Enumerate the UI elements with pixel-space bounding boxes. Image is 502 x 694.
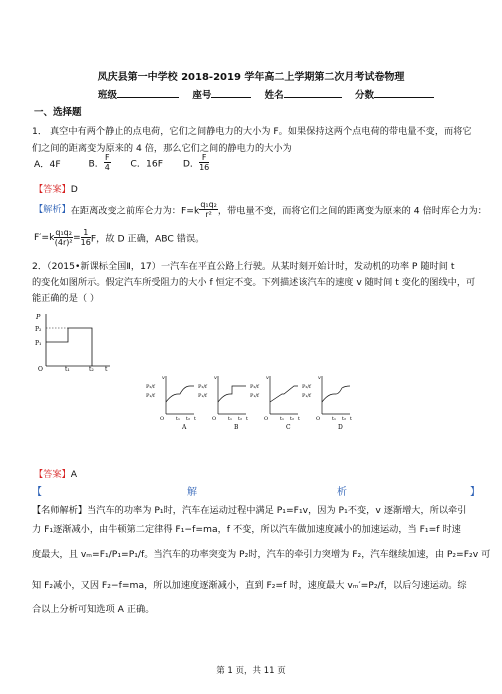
origin-label: O: [264, 416, 269, 422]
coulomb-frac-2: [54, 228, 73, 247]
choice-d-graph: [302, 375, 352, 430]
frac-den: r²: [205, 210, 212, 219]
answer-value: A: [70, 469, 78, 480]
power-time-graph: [32, 310, 112, 372]
p1-label: P₁: [35, 340, 42, 347]
score-label: 分数: [354, 90, 374, 101]
q2-explain-3: 度最大，且 vₘ=F₁/P₁=P₁/f。当汽车的功率突变为 P₂时，汽车的牵引力突增为 F₂，汽车继续加速，由 P₂=F₂v 可: [32, 549, 491, 560]
v-label: v: [162, 375, 165, 381]
q1-option-d-prefix: D．: [182, 158, 200, 170]
q1-answer: [34, 181, 78, 195]
v-label: v: [214, 375, 217, 381]
choice-label: A: [182, 424, 187, 430]
q1-option-b-frac: [104, 153, 111, 172]
t2-label: t₂: [290, 416, 295, 422]
q1-option-c: C．16F: [130, 158, 163, 170]
choice-graphs: [146, 372, 356, 430]
jie-char: 解: [187, 487, 197, 498]
t2-label: t₂: [186, 416, 191, 422]
document-title: 凤庆县第一中学校 2018-2019 学年高二上学期第二次月考试卷物理: [97, 72, 405, 83]
frac-den: (4r)²: [54, 238, 73, 247]
power-curve: [46, 328, 92, 366]
q1-text-1: 1． 真空中有两个静止的点电荷，它们之间静电力的大小为 F。如果保持这两个点电荷的带电量不变，而将它: [32, 126, 472, 137]
t1-label: t₁: [228, 416, 233, 422]
xi-char: 析: [337, 487, 347, 498]
class-label: 班级: [98, 90, 118, 101]
frac-den: 16: [199, 163, 210, 172]
q1-options: [34, 153, 209, 172]
q2-text-3: 能正确的是（ ）: [32, 293, 100, 304]
q2-explain-2: 力 F₁逐渐减小，由牛顿第二定律得 F₁−f=ma，f 不变，所以汽车做加速度减小的加速运动，当 F₁=f 时速: [32, 524, 461, 535]
velocity-curve: [270, 386, 298, 402]
choice-b-graph: [198, 375, 248, 430]
t2-label: t₂: [238, 416, 243, 422]
q1-option-d-frac: [199, 153, 209, 172]
q2-text-1: 2．（2015•新课标全国Ⅱ，17）一汽车在平直公路上行驶。从某时刻开始计时，发动机的功率 P 随时间 t: [32, 261, 455, 272]
y-bot-label: P₁/f: [250, 393, 259, 399]
frac-num: 1: [81, 228, 91, 238]
y-top-label: P₂/f: [302, 384, 311, 390]
q2-answer: [34, 466, 77, 480]
answer-value: D: [70, 184, 78, 195]
explain-tag: 【解析】: [34, 204, 71, 215]
q2-explain-4: 知 F₂减小，又因 F₂−f=ma，所以加速度逐渐减小，直到 F₂=f 时，速度最大 vₘ′=P₂/f，以后匀速运动。综: [32, 580, 467, 591]
explain-text: 在距离改变之前库仑力为：F=k: [70, 205, 200, 217]
seat-label: 座号: [192, 90, 212, 101]
choice-c-graph: [250, 375, 300, 430]
frac-den: 16: [80, 238, 91, 247]
y-top-label: P₂/f: [198, 384, 207, 390]
origin-label: O: [212, 416, 217, 422]
q1-explain-2: [34, 228, 204, 247]
bracket-open: 【: [32, 487, 42, 498]
explain-text: ，带电量不变，而将它们之间的距离变为原来的 4 倍时库仑力为：: [217, 205, 487, 217]
one-sixteenth-frac: [81, 228, 91, 247]
score-blank: [374, 88, 434, 98]
velocity-curve: [166, 386, 194, 402]
choice-label: C: [286, 424, 291, 430]
frac-num: F: [104, 153, 110, 162]
y-bot-label: P₁/f: [198, 393, 207, 399]
t1-label: t₁: [280, 416, 285, 422]
bracket-close: 】: [470, 487, 480, 498]
t-label: t: [298, 416, 301, 422]
class-blank: [117, 88, 179, 98]
y-bot-label: P₁/f: [302, 393, 311, 399]
origin-label: O: [160, 416, 165, 422]
t1-label: t₁: [65, 366, 70, 372]
choice-label: B: [234, 424, 239, 430]
origin-label: O: [316, 416, 321, 422]
explain-text: =: [72, 232, 81, 243]
q1-option-b-prefix: B．: [88, 158, 104, 170]
seat-blank: [211, 88, 251, 98]
frac-den: 4: [104, 163, 110, 172]
coulomb-frac: [199, 200, 218, 219]
v-label: v: [318, 375, 321, 381]
name-blank: [284, 88, 342, 98]
y-bot-label: P₁/f: [146, 393, 155, 399]
frac-num: q₁q₂: [200, 200, 217, 209]
t2-label: t₂: [89, 366, 94, 372]
info-line: [98, 87, 434, 101]
choice-a-graph: [146, 375, 196, 430]
t1-label: t₁: [332, 416, 337, 422]
q1-option-a: A．4F: [34, 158, 61, 170]
explain-text: F′=k: [34, 232, 55, 243]
answer-tag: 【答案】: [34, 469, 71, 480]
t-label: t: [350, 416, 353, 422]
y-top-label: P₂/f: [146, 384, 155, 390]
explain-text: F，故 D 正确，ABC 错误。: [90, 233, 205, 245]
q1-explain-1: [34, 200, 487, 219]
page-footer: 第 1 页，共 11 页: [216, 666, 286, 676]
frac-num: q₁q₂: [55, 228, 72, 237]
q2-text-2: 的变化如图所示。假定汽车所受阻力的大小 f 恒定不变。下列描述该汽车的速度 v 随时间 t 变化的图线中，可: [32, 277, 476, 288]
velocity-curve: [218, 386, 246, 402]
name-label: 姓名: [264, 90, 284, 101]
frac-num: F: [199, 153, 209, 163]
answer-tag: 【答案】: [34, 184, 71, 195]
choice-label: D: [338, 424, 343, 430]
velocity-curve: [322, 386, 350, 402]
section-heading: 一、选择题: [34, 107, 82, 118]
origin-label: O: [38, 366, 43, 372]
p-axis-label: P: [36, 313, 41, 321]
y-top-label: P₂/f: [250, 384, 259, 390]
t-label: t: [194, 416, 197, 422]
q2-explain-5: 合以上分析可知选项 A 正确。: [32, 604, 155, 615]
t1-label: t₁: [176, 416, 181, 422]
t-axis-label: t: [105, 366, 108, 372]
p2-label: P₂: [35, 326, 42, 333]
q1-text-2: 们之间的距离变为原来的 4 倍，那么它们之间的静电力的大小为: [32, 143, 292, 154]
t2-label: t₂: [342, 416, 347, 422]
t-label: t: [246, 416, 249, 422]
q2-explain-1: 【名师解析】当汽车的功率为 P₁时，汽车在运动过程中满足 P₁=F₁v，因为 P₁不变，v 逐渐增大，所以牵引: [32, 505, 467, 516]
v-label: v: [266, 375, 269, 381]
